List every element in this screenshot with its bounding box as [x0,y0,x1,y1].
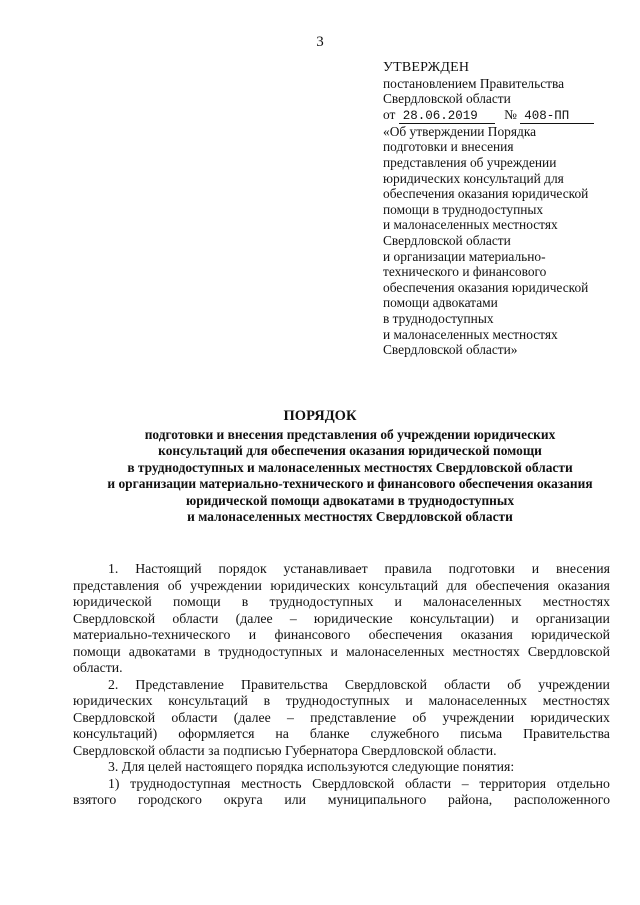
number-prefix: № [504,106,517,122]
approval-date-line [383,107,633,124]
approval-lines-after [383,124,633,358]
body-line: 1. Настоящий порядок устанавливает правила подготовки и внесения [108,561,610,576]
subtitle-line: и организации материально-технического и финансового обеспечения оказания [107,476,593,492]
approval-line: юридических консультаций для [383,170,564,186]
approval-stamp [383,60,633,358]
body-line: консультаций) оформляется на бланке служебного письма Правительства [73,726,610,741]
approval-date: 28.06.2019 [399,110,495,124]
subtitle-line: консультаций для обеспечения оказания юридической помощи [158,443,542,459]
body-line: помощи адвокатами в труднодоступных и малонаселенных местностях Свердловской [73,643,610,659]
body-line: Свердловской области (далее – юридические консультации) и организации [73,610,610,626]
approval-line: обеспечения оказания юридической [383,186,589,202]
approval-line: «Об утверждении Порядка [383,123,537,139]
body-line: 2. Представление Правительства Свердловской области об учреждении [108,676,610,692]
approval-line: подготовки и внесения [383,139,514,155]
approval-line: в труднодоступных [383,310,494,326]
approval-line: обеспечения оказания юридической [383,279,589,295]
approval-lines-before [383,76,633,107]
date-prefix: от [383,106,396,122]
body-line: области. [73,660,123,675]
body-line: взятого городского округа или муниципального района, расположенного [73,792,610,807]
body-line: юридических консультаций в труднодоступных и малонаселенных местностях [73,693,610,708]
approval-line: и малонаселенных местностях [383,326,558,342]
approval-line: технического и финансового [383,264,547,280]
approval-heading: УТВЕРЖДЕН [383,60,470,75]
approval-line: помощи адвокатами [383,295,498,311]
subtitle-line: юридической помощи адвокатами в труднодоступных [185,492,515,508]
document-subtitle [60,427,640,525]
approval-line: и организации материально- [383,248,546,264]
body-line: 3. Для целей настоящего порядка используются следующие понятия: [108,759,515,774]
body-line: материально-технического и финансового обеспечения оказания юридической [73,627,610,642]
body-line: представления об учреждении юридических консультаций для обеспечения оказания [73,577,610,593]
body-line: Свердловской области (далее – представление об учреждении юридических [73,709,610,725]
document-title: ПОРЯДОК [283,408,357,424]
document-body [73,561,610,809]
subtitle-line: в труднодоступных и малонаселенных местностях Свердловской области [127,459,573,475]
body-line: юридической помощи в труднодоступных и малонаселенных местностях [73,594,610,609]
approval-line: помощи в труднодоступных [383,201,544,217]
body-line: 1) труднодоступная местность Свердловской области – территория отдельно [108,775,610,791]
approval-line: и малонаселенных местностях [383,217,558,233]
approval-line: представления об учреждении [383,154,557,170]
subtitle-line: подготовки и внесения представления об учреждении юридических [144,427,556,442]
body-line: Свердловской области за подписью Губернатора Свердловской области. [73,742,497,758]
page-number: 3 [316,34,324,50]
approval-number: 408-ПП [520,110,594,124]
approval-line: постановлением Правительства [383,75,565,91]
approval-line: Свердловской области» [383,342,518,358]
approval-line: Свердловской области [383,91,511,107]
subtitle-line: и малонаселенных местностях Свердловской области [187,509,513,525]
approval-line: Свердловской области [383,232,511,248]
